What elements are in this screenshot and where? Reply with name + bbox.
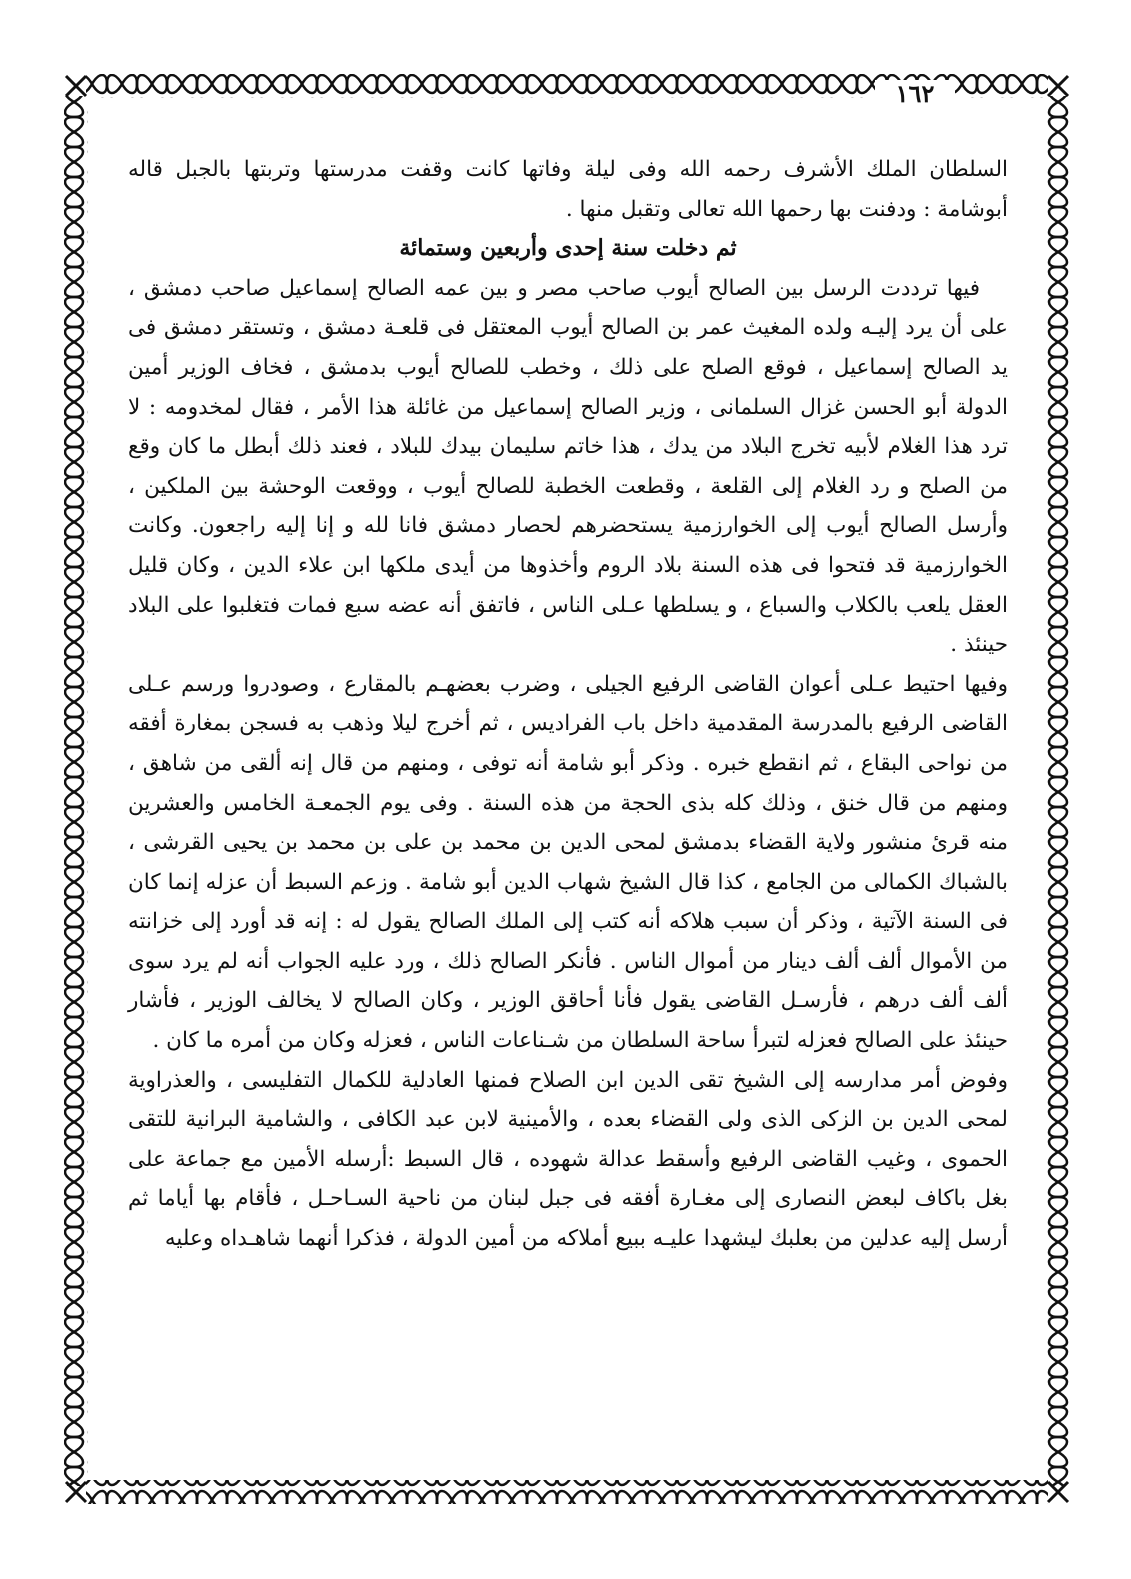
paragraph: وفيها احتيط عـلى أعوان القاضى الرفيع الجيلى ، وضرب بعضهـم بالمقارع ، وصودروا ورسم عـلى القاضى الرفيع بالمدرسة المقدمية داخل باب الفراديس ، ثم أخرج ليلا وذهب به فسجن بمغارة أفقه من نواحى البقاع ، ثم انقطع خبره . وذكر أبو شامة أنه توفى ، ومنهم من قال إنه ألقى من شاهق ، ومنهم من قال خنق ، وذلك كله بذى الحجة من هذه السنة . وفى يوم الجمعـة الخامس والعشرين منه قرئ منشور ولاية القضاء بدمشق لمحى الدين بن محمد بن على بن محمد بن يحيى القرشى ، بالشباك الكمالى من الجامع ، كذا قال الشيخ شهاب الدين أبو شامة . وزعم السبط أن عزله إنما كان فى السنة الآتية ، وذكر أن سبب هلاكه أنه كتب إلى الملك الصالح يقول له : إنه قد أورد إلى خزانته من الأموال ألف ألف دينار من أموال الناس . فأنكر الصالح ذلك ، ورد عليه الجواب أنه لم يرد سوى ألف ألف درهم ، فأرسـل القاضى يقول فأنا أحاقق الوزير ، وكان الصالح لا يخالف الوزير ، فأشار حينئذ على الصالح فعزله لتبرأ ساحة السلطان من شـناعات الناس ، فعزله وكان من أمره ما كان .	[128, 671, 1008, 1054]
page-number: ١٦٢	[875, 80, 955, 108]
year-heading: ثم دخلت سنة إحدى وأربعين وستمائة	[399, 235, 737, 262]
paragraph: فيها ترددت الرسل بين الصالح أيوب صاحب مصر و بين عمه الصالح إسماعيل صاحب دمشق ، على أن يرد إليـه ولده المغيث عمر بن الصالح أيوب المعتقل فى قلعـة دمشق ، وتستقر دمشق فى يد الصالح إسماعيل ، فوقع الصلح على ذلك ، وخطب للصالح أيوب بدمشق ، فخاف الوزير أمين الدولة أبو الحسن غزال السلمانى ، وزير الصالح إسماعيل من غائلة هذا الأمر ، فقال لمخدومه : لا ترد هذا الغلام لأبيه تخرج البلاد من يدك ، هذا خاتم سليمان بيدك للبلاد ، فعند ذلك أبطل ما كان وقع من الصلح و رد الغلام إلى القلعة ، وقطعت الخطبة للصالح أيوب ، ووقعت الوحشة بين الملكين ، وأرسل الصالح أيوب إلى الخوارزمية يستحضرهم لحصار دمشق فانا لله و إنا إليه راجعون. وكانت الخوارزمية قد فتحوا فى هذه السنة بلاد الروم وأخذوها من أيدى ملكها ابن علاء الدين ، وكان قليل العقل يلعب بالكلاب والسباع ، و يسلطها عـلى الناس ، فاتفق أنه عضه سبع فمات فتغلبوا على البلاد حينئذ .	[128, 275, 1008, 658]
paragraph-continuation: السلطان الملك الأشرف رحمه الله وفى ليلة وفاتها كانت وقفت مدرستها وتربتها بالجبل قاله أبوشامة : ودفنت بها رحمها الله تعالى وتقبل منها .	[128, 157, 1008, 222]
paragraph: وفوض أمر مدارسه إلى الشيخ تقى الدين ابن الصلاح فمنها العادلية للكمال التفليسى ، والعذراوية لمحى الدين بن الزكى الذى ولى القضاء بعده ، والأمينية لابن عبد الكافى ، والشامية البرانية للتقى الحموى ، وغيب القاضى الرفيع وأسقط عدالة شهوده ، قال السبط :أرسله الأمين مع جماعة على بغل باكاف لبعض النصارى إلى مغـارة أفقه فى جبل لبنان من ناحية السـاحـل ، فأقام بها أياما ثم أرسل إليه عدلين من بعلبك ليشهدا عليـه ببيع أملاكه من أمين الدولة ، فذكرا أنهما شاهـداه وعليه	[128, 1067, 1008, 1252]
page-body-text	[128, 150, 1008, 1440]
